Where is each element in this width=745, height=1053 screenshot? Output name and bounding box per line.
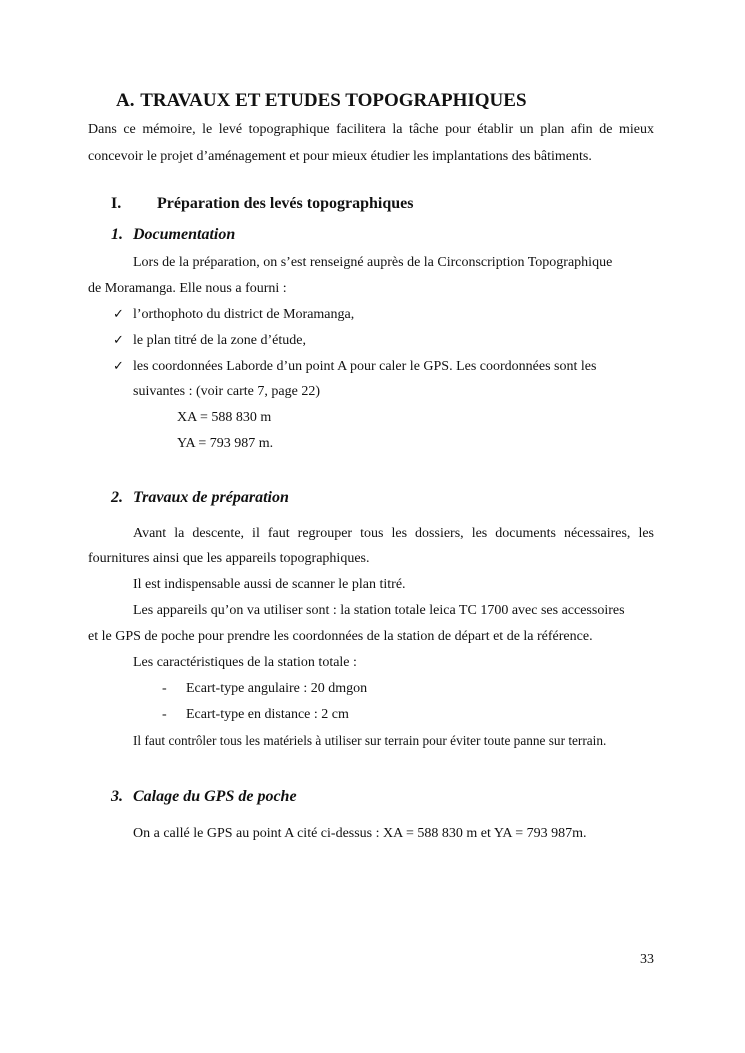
section-a-title: TRAVAUX ET ETUDES TOPOGRAPHIQUES [140, 90, 527, 111]
intro-line-1: Dans ce mémoire, le levé topographique facilitera la tâche pour établir un plan afin de mieux [88, 122, 654, 137]
sub2-paragraph-3-line-1: Les appareils qu’on va utiliser sont : la station totale leica TC 1700 avec ses accessoires [133, 603, 625, 618]
sub1-paragraph-line-2: de Moramanga. Elle nous a fourni : [88, 281, 287, 296]
section-1-number: I. [111, 195, 122, 212]
sub1-title: Documentation [133, 226, 236, 243]
page-number: 33 [640, 952, 654, 967]
sub1-number: 1. [111, 226, 123, 243]
sub2-paragraph-3-line-2: et le GPS de poche pour prendre les coordonnées de la station de départ et de la référence. [88, 629, 593, 644]
list-item-1: Ecart-type angulaire : 20 dmgon [186, 681, 368, 696]
section-a-number: A. [116, 90, 135, 111]
bullet-item-1: l’orthophoto du district de Moramanga, [133, 307, 355, 322]
bullet-item-3: les coordonnées Laborde d’un point A pour caler le GPS. Les coordonnées sont les [133, 359, 597, 374]
sub2-paragraph-2: Il est indispensable aussi de scanner le plan titré. [133, 577, 406, 592]
checkmark-icon: ✓ [113, 333, 124, 348]
sub3-title: Calage du GPS de poche [133, 788, 297, 805]
bullet-item-2: le plan titré de la zone d’étude, [133, 333, 306, 348]
sub2-title: Travaux de préparation [133, 489, 289, 506]
section-1-title: Préparation des levés topographiques [157, 195, 414, 212]
sub2-paragraph-4: Les caractéristiques de la station totale : [133, 655, 357, 670]
checkmark-icon: ✓ [113, 359, 124, 374]
sub2-paragraph-1-line-1: Avant la descente, il faut regrouper tous les dossiers, les documents nécessaires, les [133, 526, 654, 541]
list-item-2: Ecart-type en distance : 2 cm [186, 707, 349, 722]
dash-marker: - [162, 681, 167, 696]
sub2-paragraph-1-line-2: fournitures ainsi que les appareils topographiques. [88, 551, 370, 566]
section-a-heading [116, 90, 527, 112]
coordinate-xa: XA = 588 830 m [177, 410, 272, 425]
sub1-paragraph-line-1: Lors de la préparation, on s’est renseigné auprès de la Circonscription Topographique [133, 255, 613, 270]
bullet-item-3-continued: suivantes : (voir carte 7, page 22) [133, 384, 320, 399]
intro-line-2: concevoir le projet d’aménagement et pour mieux étudier les implantations des bâtiments. [88, 149, 592, 164]
dash-marker: - [162, 707, 167, 722]
sub3-number: 3. [111, 788, 123, 805]
checkmark-icon: ✓ [113, 307, 124, 322]
sub2-paragraph-5: Il faut contrôler tous les matériels à utiliser sur terrain pour éviter toute panne sur terrain. [133, 733, 607, 748]
sub2-number: 2. [111, 489, 123, 506]
coordinate-ya: YA = 793 987 m. [177, 436, 274, 451]
sub3-paragraph: On a callé le GPS au point A cité ci-dessus : XA = 588 830 m et YA = 793 987m. [133, 826, 587, 841]
